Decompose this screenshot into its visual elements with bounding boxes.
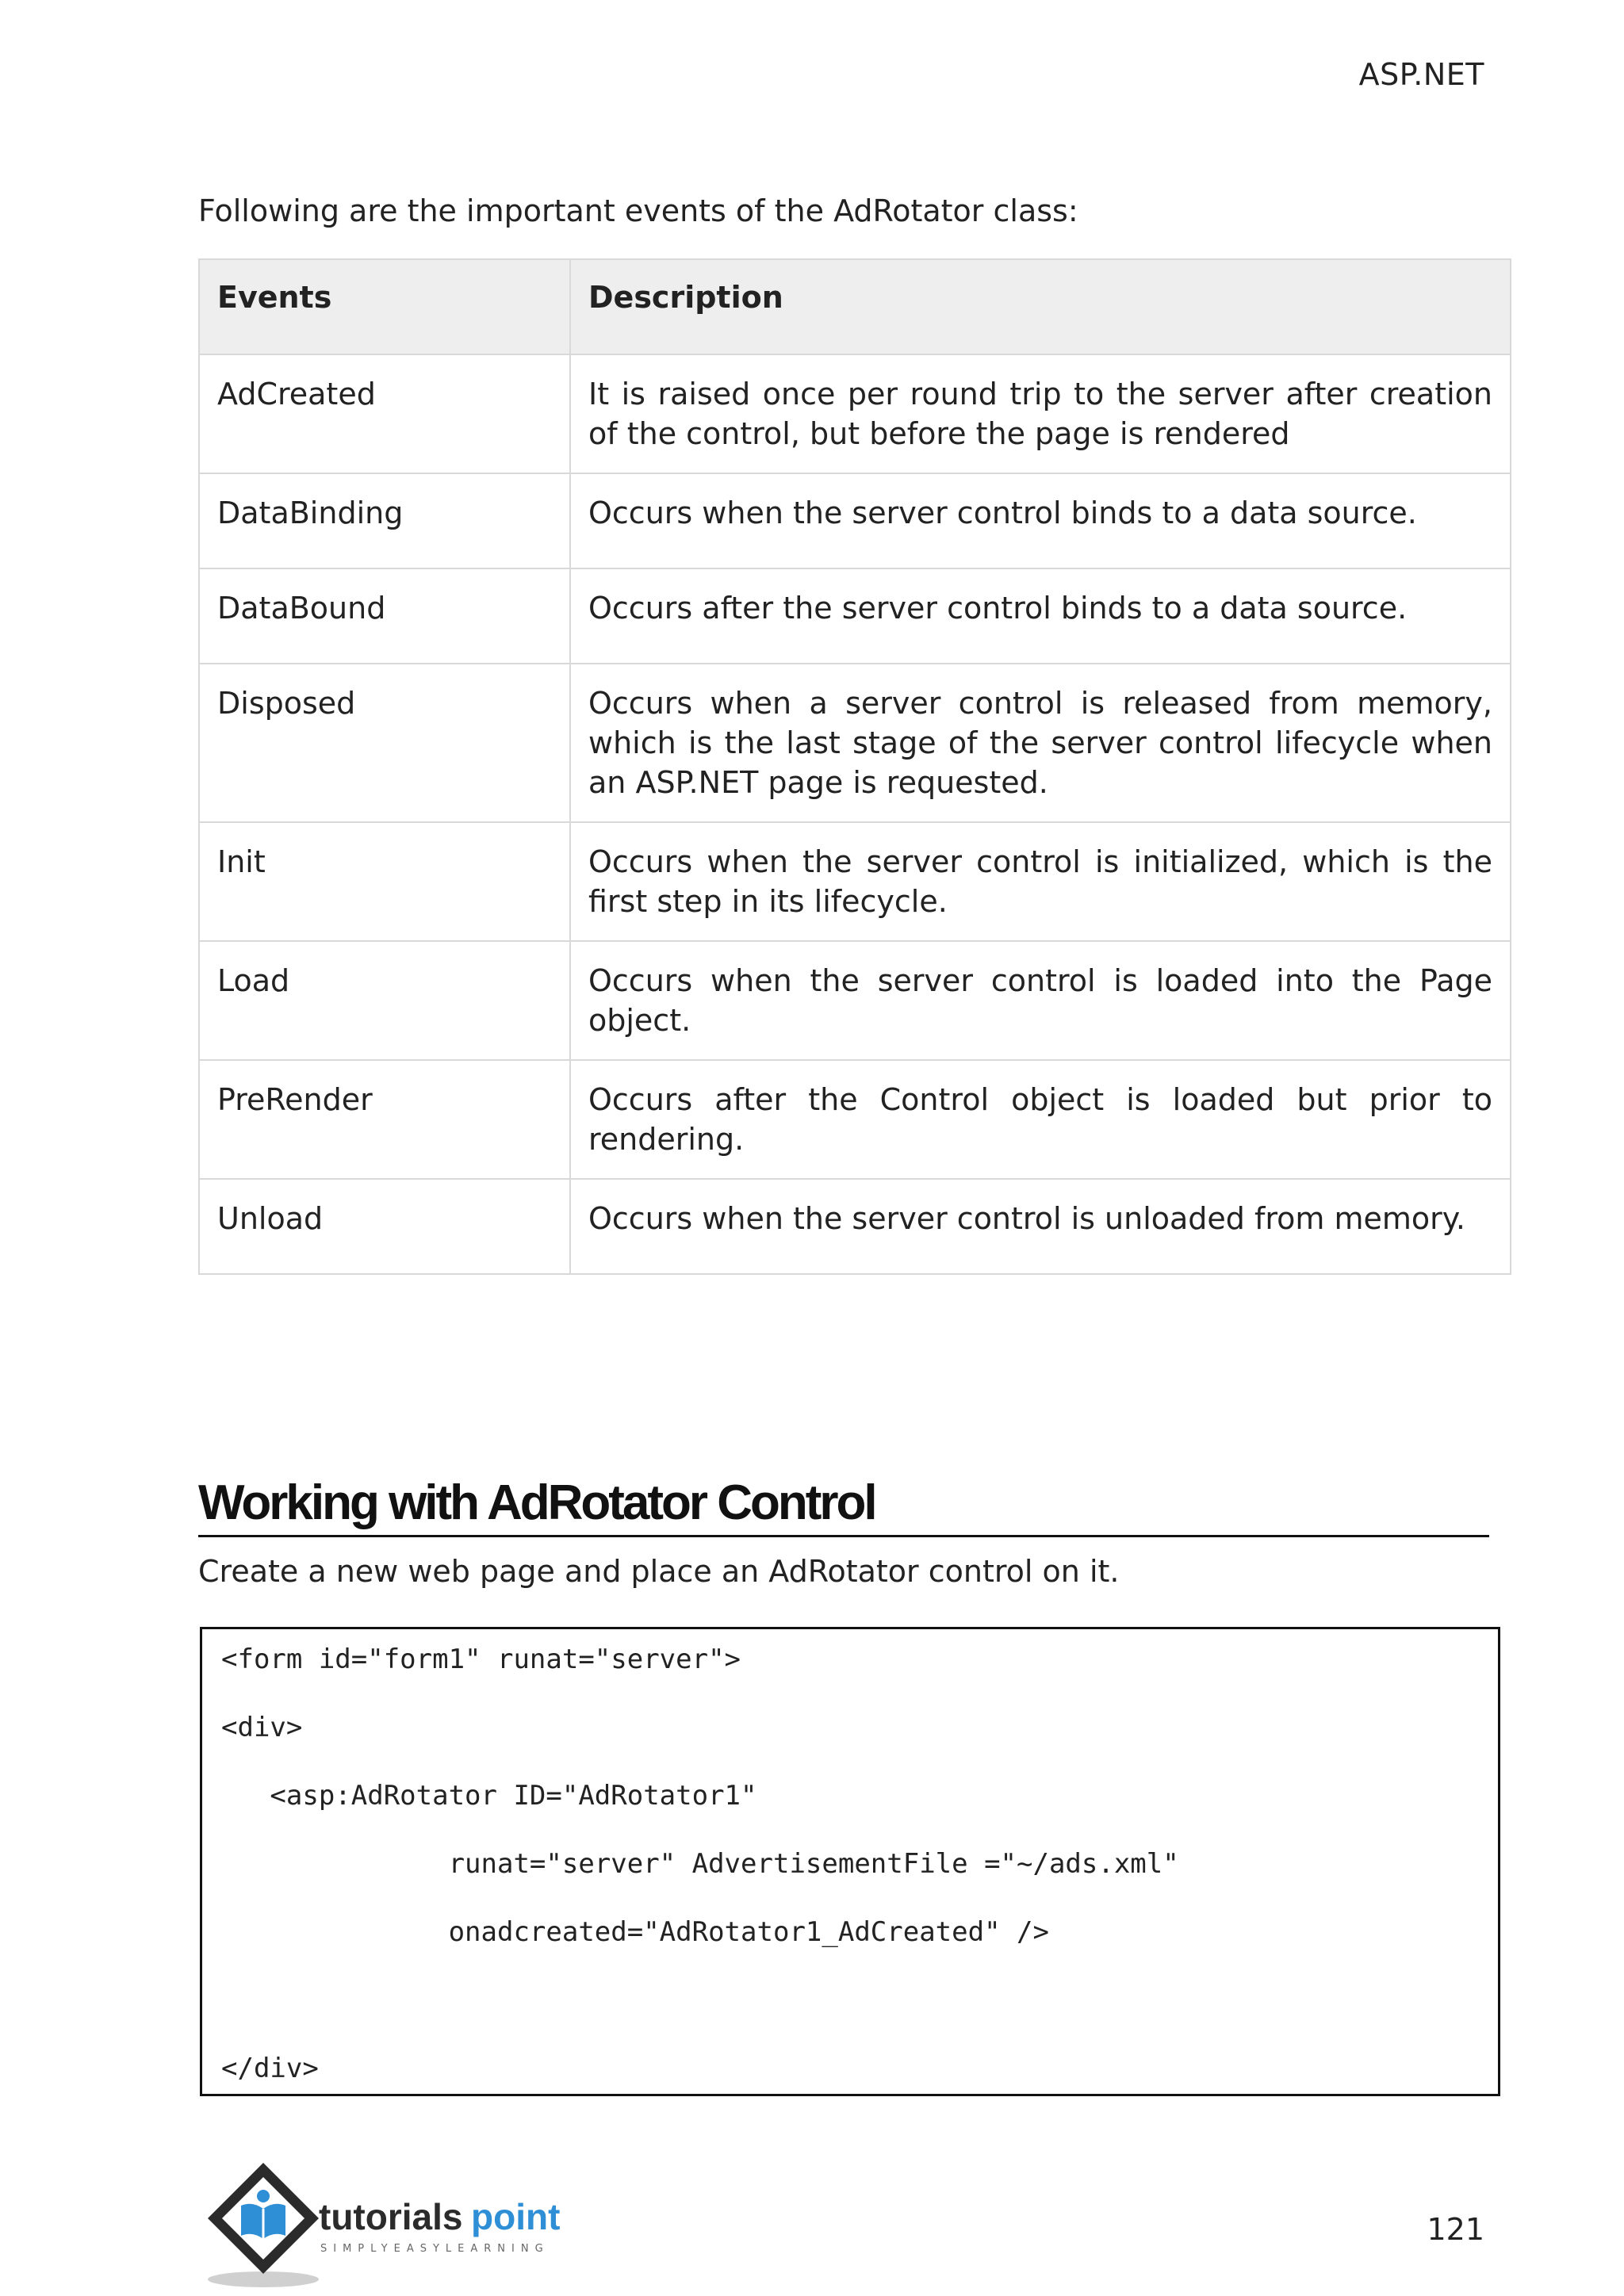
table-row	[199, 941, 1511, 1060]
running-header: ASP.NET	[1358, 57, 1484, 92]
event-description: Occurs after the server control binds to a data source.	[570, 568, 1511, 664]
event-description: Occurs after the Control object is loaded but prior to rendering.	[570, 1060, 1511, 1179]
tutorialspoint-logo	[200, 2156, 628, 2291]
event-name: Unload	[199, 1179, 570, 1274]
event-name: Load	[199, 941, 570, 1060]
code-line: </div>	[221, 2053, 319, 2084]
event-description: It is raised once per round trip to the server after creation of the control, but before the page is rendered	[570, 354, 1511, 473]
code-line: <div>	[221, 1712, 303, 1743]
header-description: Description	[570, 259, 1511, 354]
logo-text-tutorials: tutorials	[319, 2196, 463, 2237]
table-row	[199, 568, 1511, 664]
event-name: DataBound	[199, 568, 570, 664]
logo-tagline: SIMPLYEASYLEARNING	[320, 2243, 550, 2255]
event-name: DataBinding	[199, 473, 570, 568]
section-heading: Working with AdRotator Control	[198, 1471, 1489, 1537]
table-row	[199, 822, 1511, 941]
code-block	[200, 1627, 1500, 2096]
intro-text: Following are the important events of the AdRotator class:	[198, 193, 1078, 228]
table-row	[199, 473, 1511, 568]
event-name: Init	[199, 822, 570, 941]
header-events: Events	[199, 259, 570, 354]
events-table	[198, 258, 1511, 1275]
table-row	[199, 664, 1511, 822]
logo-text-point: point	[471, 2196, 561, 2237]
section-text: Create a new web page and place an AdRotator control on it.	[198, 1554, 1120, 1589]
page-number: 121	[1427, 2212, 1484, 2247]
code-line: <form id="form1" runat="server">	[221, 1644, 741, 1675]
table-row	[199, 354, 1511, 473]
event-description: Occurs when the server control is loaded into the Page object.	[570, 941, 1511, 1060]
code-line: <asp:AdRotator ID="AdRotator1"	[221, 1780, 757, 1812]
reader-head-icon	[257, 2190, 270, 2202]
table-row	[199, 1060, 1511, 1179]
event-description: Occurs when the server control binds to a data source.	[570, 473, 1511, 568]
event-name: PreRender	[199, 1060, 570, 1179]
event-description: Occurs when a server control is released from memory, which is the last stage of the server control lifecycle when an ASP.NET page is requested.	[570, 664, 1511, 822]
table-header-row	[199, 259, 1511, 354]
code-line: onadcreated="AdRotator1_AdCreated" />	[221, 1916, 1049, 1948]
event-name: AdCreated	[199, 354, 570, 473]
code-line: runat="server" AdvertisementFile ="~/ads.xml"	[221, 1848, 1179, 1880]
event-name: Disposed	[199, 664, 570, 822]
event-description: Occurs when the server control is unloaded from memory.	[570, 1179, 1511, 1274]
table-row	[199, 1179, 1511, 1274]
event-description: Occurs when the server control is initialized, which is the first step in its lifecycle.	[570, 822, 1511, 941]
